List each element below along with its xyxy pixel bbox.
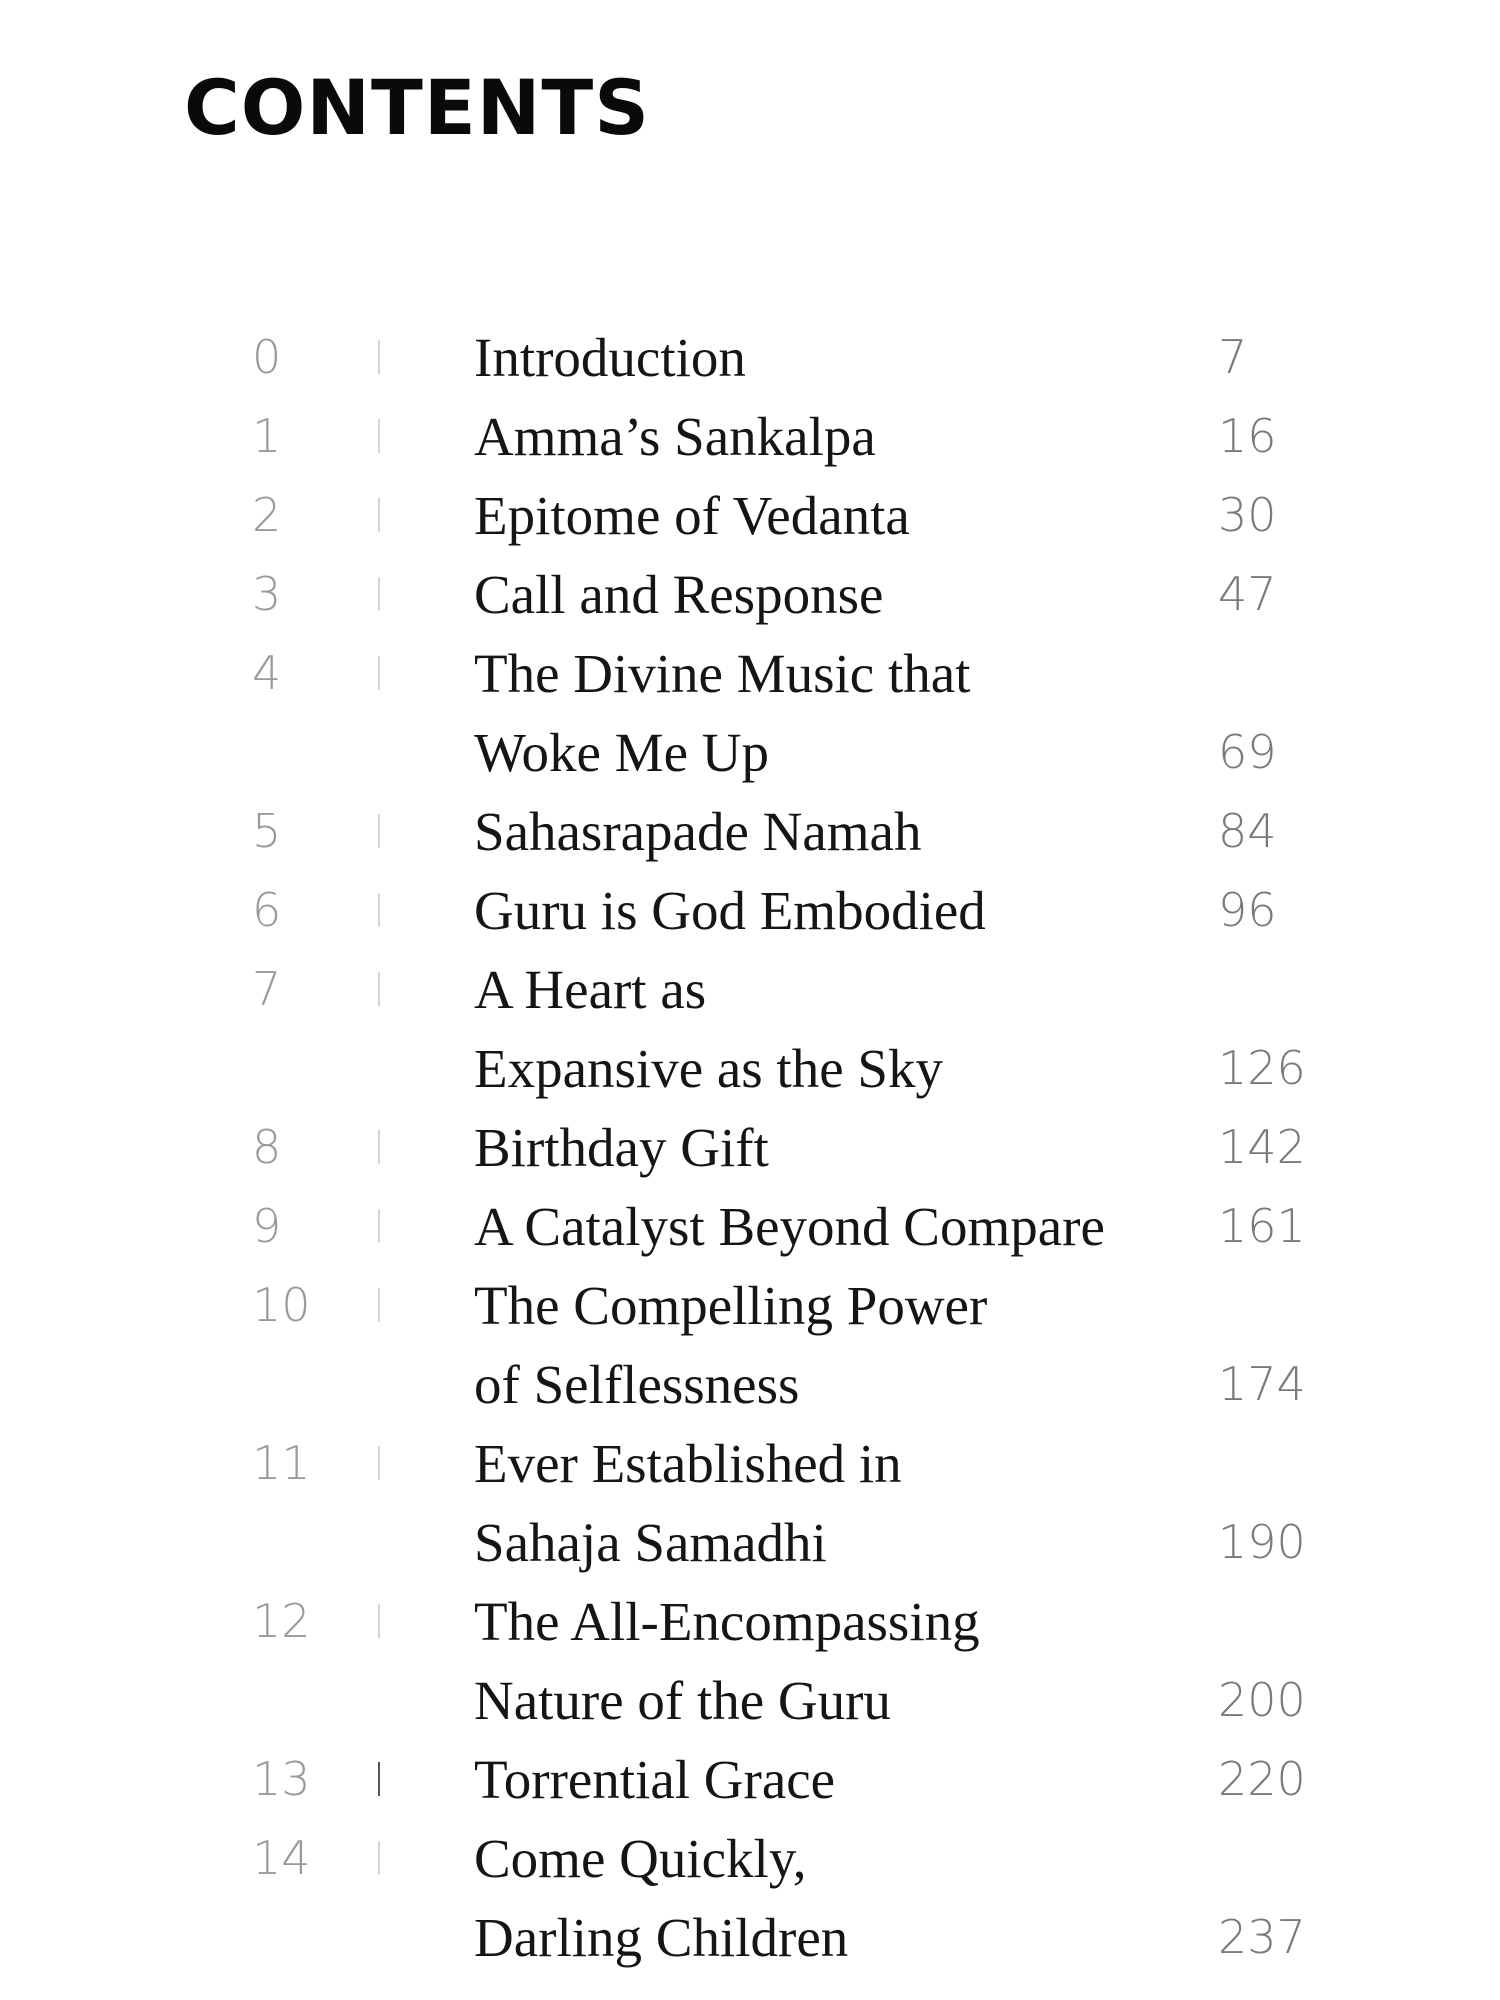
chapter-number: 9 [252, 1199, 282, 1253]
page-number: 174 [1218, 1357, 1306, 1411]
chapter-number: 13 [252, 1752, 311, 1806]
toc-entry-line [0, 318, 1500, 397]
chapter-number: 7 [252, 962, 282, 1016]
chapter-number: 12 [252, 1594, 311, 1648]
chapter-title: Call and Response [474, 564, 884, 625]
page-number: 16 [1218, 409, 1277, 463]
chapter-number: 10 [252, 1278, 311, 1332]
chapter-number: 3 [252, 567, 282, 621]
page-number: 30 [1218, 488, 1277, 542]
chapter-title: Ever Established in [474, 1433, 902, 1494]
toc-entry-line [0, 713, 1500, 792]
toc-entry [0, 1424, 1500, 1582]
chapter-title: Come Quickly, [474, 1828, 807, 1889]
page-number: 142 [1218, 1120, 1306, 1174]
separator-rule [378, 893, 380, 927]
chapter-number: 4 [252, 646, 282, 700]
toc-entry [0, 1108, 1500, 1187]
chapter-title: Amma’s Sankalpa [474, 406, 876, 467]
chapter-title: Birthday Gift [474, 1117, 769, 1178]
separator-rule [378, 1209, 380, 1243]
chapter-title: Torrential Grace [474, 1749, 836, 1810]
toc-entry-line [0, 1029, 1500, 1108]
separator-rule [378, 1130, 380, 1164]
chapter-number: 14 [252, 1831, 311, 1885]
page-number: 84 [1218, 804, 1277, 858]
toc-entry [0, 397, 1500, 476]
chapter-title: A Catalyst Beyond Compare [474, 1196, 1105, 1257]
chapter-number: 8 [252, 1120, 282, 1174]
separator-rule [378, 972, 380, 1006]
chapter-title: Nature of the Guru [474, 1670, 891, 1731]
chapter-number: 6 [252, 883, 282, 937]
chapter-title: The Divine Music that [474, 643, 971, 704]
page-number: 237 [1218, 1910, 1306, 1964]
toc-entry [0, 555, 1500, 634]
chapter-number: 1 [252, 409, 282, 463]
toc-entry-line [0, 1187, 1500, 1266]
page-number: 96 [1218, 883, 1277, 937]
chapter-title: Darling Children [474, 1907, 849, 1968]
toc-entry [0, 476, 1500, 555]
separator-rule [378, 1841, 380, 1875]
separator-rule [378, 498, 380, 532]
chapter-number: 0 [252, 330, 282, 384]
chapter-number: 5 [252, 804, 282, 858]
page-number: 161 [1218, 1199, 1306, 1253]
chapter-title: The Compelling Power [474, 1275, 988, 1336]
chapter-title: of Selflessness [474, 1354, 800, 1415]
toc-entry [0, 950, 1500, 1108]
toc-entry [0, 318, 1500, 397]
toc-entry-line [0, 476, 1500, 555]
toc-entry [0, 1187, 1500, 1266]
toc-entry-line [0, 634, 1500, 713]
chapter-title: Expansive as the Sky [474, 1038, 943, 1099]
table-of-contents [0, 318, 1500, 1977]
page-number: 47 [1218, 567, 1277, 621]
toc-entry-line [0, 950, 1500, 1029]
toc-entry [0, 792, 1500, 871]
toc-entry-line [0, 555, 1500, 634]
separator-rule [378, 419, 380, 453]
chapter-title: Guru is God Embodied [474, 880, 986, 941]
chapter-title: Sahasrapade Namah [474, 801, 922, 862]
separator-rule [378, 656, 380, 690]
toc-entry-line [0, 1503, 1500, 1582]
page-number: 69 [1218, 725, 1277, 779]
chapter-title: Sahaja Samadhi [474, 1512, 827, 1573]
chapter-title: Woke Me Up [474, 722, 769, 783]
separator-rule [378, 1604, 380, 1638]
separator-rule [378, 577, 380, 611]
chapter-title: Introduction [474, 327, 746, 388]
separator-rule [378, 814, 380, 848]
chapter-title: Epitome of Vedanta [474, 485, 910, 546]
separator-rule [378, 1288, 380, 1322]
toc-entry [0, 1582, 1500, 1740]
toc-entry-line [0, 792, 1500, 871]
page-title: CONTENTS [184, 63, 650, 152]
separator-rule [378, 1446, 380, 1480]
toc-entry [0, 1740, 1500, 1819]
page-number: 200 [1218, 1673, 1306, 1727]
toc-entry [0, 1819, 1500, 1977]
separator-rule [378, 340, 380, 374]
toc-entry-line [0, 397, 1500, 476]
toc-entry-line [0, 1661, 1500, 1740]
toc-entry [0, 871, 1500, 950]
chapter-number: 11 [252, 1436, 311, 1490]
chapter-number: 2 [252, 488, 282, 542]
toc-entry-line [0, 1345, 1500, 1424]
separator-rule [378, 1762, 380, 1796]
toc-entry-line [0, 871, 1500, 950]
toc-entry-line [0, 1819, 1500, 1898]
toc-entry [0, 634, 1500, 792]
toc-entry-line [0, 1424, 1500, 1503]
toc-entry-line [0, 1108, 1500, 1187]
chapter-title: A Heart as [474, 959, 707, 1020]
page-number: 7 [1218, 330, 1248, 384]
toc-entry-line [0, 1740, 1500, 1819]
page-number: 190 [1218, 1515, 1306, 1569]
toc-entry-line [0, 1582, 1500, 1661]
toc-entry [0, 1266, 1500, 1424]
toc-entry-line [0, 1898, 1500, 1977]
chapter-title: The All-Encompassing [474, 1591, 980, 1652]
page-number: 126 [1218, 1041, 1306, 1095]
toc-entry-line [0, 1266, 1500, 1345]
page-number: 220 [1218, 1752, 1306, 1806]
